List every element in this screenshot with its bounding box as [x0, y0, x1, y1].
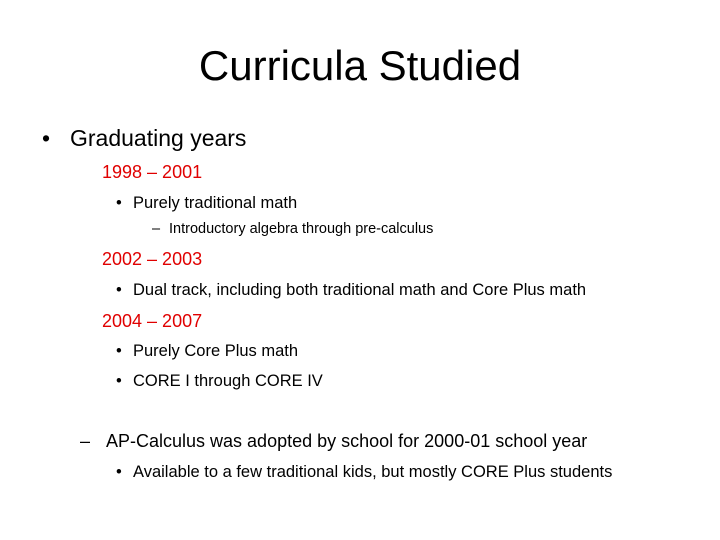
period-2-item-1: Dual track, including both traditional math and Core Plus math — [133, 281, 587, 299]
bullet-icon: • — [116, 342, 122, 360]
main-bullet-text: Graduating years — [70, 125, 247, 151]
period-1-sub-item-1: Introductory algebra through pre-calculus — [169, 221, 434, 237]
bullet-icon: • — [116, 194, 122, 212]
period-1-item-1: Purely traditional math — [133, 194, 298, 212]
note-sub-item: Available to a few traditional kids, but mostly CORE Plus students — [133, 463, 613, 481]
bullet-icon: • — [116, 281, 122, 299]
slide-title: Curricula Studied — [198, 42, 522, 89]
period-3-item-2: CORE I through CORE IV — [133, 372, 323, 390]
bullet-icon: • — [116, 463, 122, 481]
period-years-1: 1998 – 2001 — [102, 162, 203, 182]
bullet-icon: • — [116, 372, 122, 390]
note-text: AP-Calculus was adopted by school for 2000-01 school year — [106, 431, 588, 451]
period-3-item-1: Purely Core Plus math — [133, 342, 299, 360]
dash-icon: – — [80, 431, 91, 451]
bullet-icon: • — [42, 125, 51, 151]
dash-icon: – — [152, 221, 161, 237]
period-years-3: 2004 – 2007 — [102, 311, 203, 331]
period-years-2: 2002 – 2003 — [102, 249, 203, 269]
